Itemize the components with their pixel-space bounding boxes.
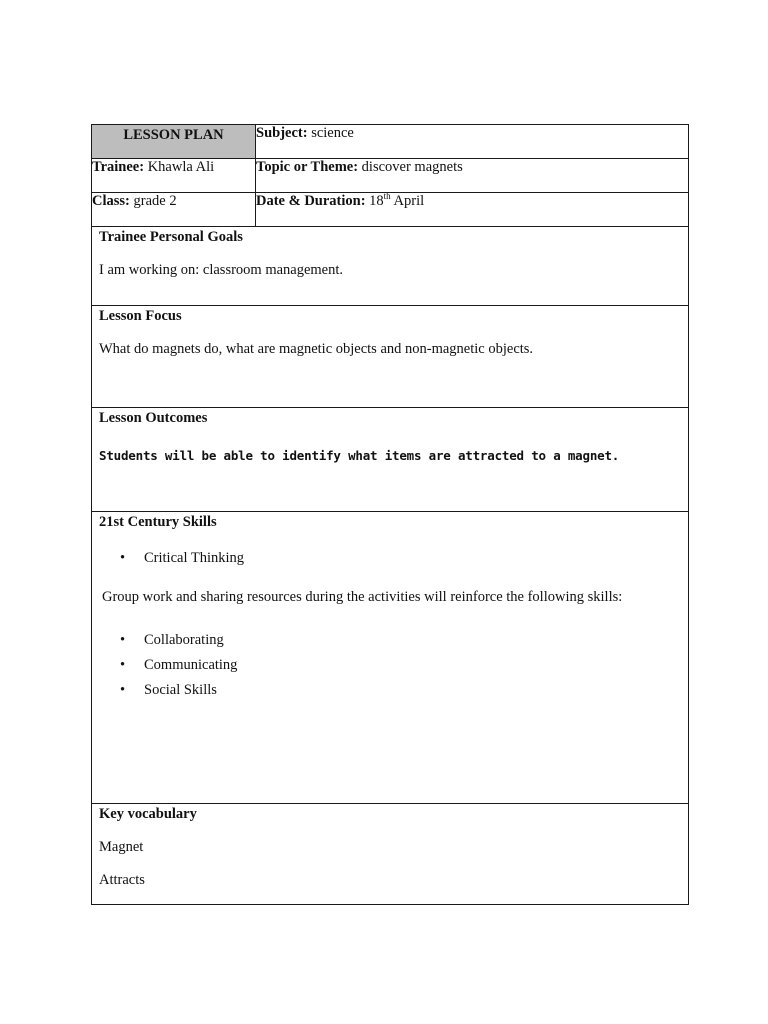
trainee-value: Khawla Ali: [147, 159, 215, 175]
bullet-icon: •: [120, 657, 126, 673]
subject-label: Subject:: [256, 125, 308, 141]
list-item: [120, 550, 688, 575]
skills-intro: Group work and sharing resources during the activities will reinforce the following skills:: [102, 589, 623, 605]
list-item: [120, 657, 688, 682]
header-row-1: [92, 125, 689, 159]
lesson-plan-heading: LESSON PLAN: [123, 127, 224, 143]
date-month: April: [393, 193, 425, 209]
date-cell: [256, 193, 689, 227]
date-suffix: th: [383, 191, 391, 201]
trainee-cell: [92, 159, 256, 193]
topic-cell: [256, 159, 689, 193]
goals-title: Trainee Personal Goals: [99, 229, 243, 245]
vocabulary-word: Magnet: [99, 839, 144, 855]
subject-value: science: [311, 125, 354, 141]
skills-row: [92, 512, 689, 804]
bullet-icon: •: [120, 632, 126, 648]
focus-title: Lesson Focus: [99, 308, 182, 324]
skill-label: Collaborating: [144, 632, 224, 648]
skill-label: Social Skills: [144, 682, 217, 698]
class-value: grade 2: [133, 193, 177, 209]
focus-cell: [92, 306, 689, 408]
topic-value: discover magnets: [361, 159, 463, 175]
class-label: Class:: [92, 193, 130, 209]
vocabulary-title: Key vocabulary: [99, 806, 197, 822]
vocabulary-cell: [92, 804, 689, 905]
header-row-3: [92, 193, 689, 227]
trainee-label: Trainee:: [92, 159, 145, 175]
goals-row: [92, 227, 689, 306]
outcomes-row: [92, 408, 689, 512]
skill-label: Critical Thinking: [144, 550, 245, 566]
skills-cell: [92, 512, 689, 804]
outcomes-cell: [92, 408, 689, 512]
list-item: [120, 632, 688, 657]
skills-title: 21st Century Skills: [99, 514, 217, 530]
header-row-2: [92, 159, 689, 193]
date-day: 18: [369, 193, 384, 209]
list-item: [120, 682, 688, 707]
goals-text: I am working on: classroom management.: [99, 262, 344, 278]
outcomes-text: Students will be able to identify what items are attracted to a magnet.: [99, 448, 620, 463]
lesson-plan-table: [91, 124, 689, 905]
date-label: Date & Duration:: [256, 193, 366, 209]
topic-label: Topic or Theme:: [256, 159, 359, 175]
bullet-icon: •: [120, 682, 126, 698]
vocabulary-row: [92, 804, 689, 905]
skill-label: Communicating: [144, 657, 238, 673]
skills-first-list: [92, 550, 688, 575]
skills-second-list: [92, 632, 688, 707]
class-cell: [92, 193, 256, 227]
focus-text: What do magnets do, what are magnetic objects and non-magnetic objects.: [99, 341, 534, 357]
focus-row: [92, 306, 689, 408]
subject-cell: [256, 125, 689, 159]
goals-cell: [92, 227, 689, 306]
outcomes-title: Lesson Outcomes: [99, 410, 208, 426]
lesson-plan-heading-cell: [92, 125, 256, 159]
bullet-icon: •: [120, 550, 126, 566]
vocabulary-word: Attracts: [99, 872, 145, 888]
